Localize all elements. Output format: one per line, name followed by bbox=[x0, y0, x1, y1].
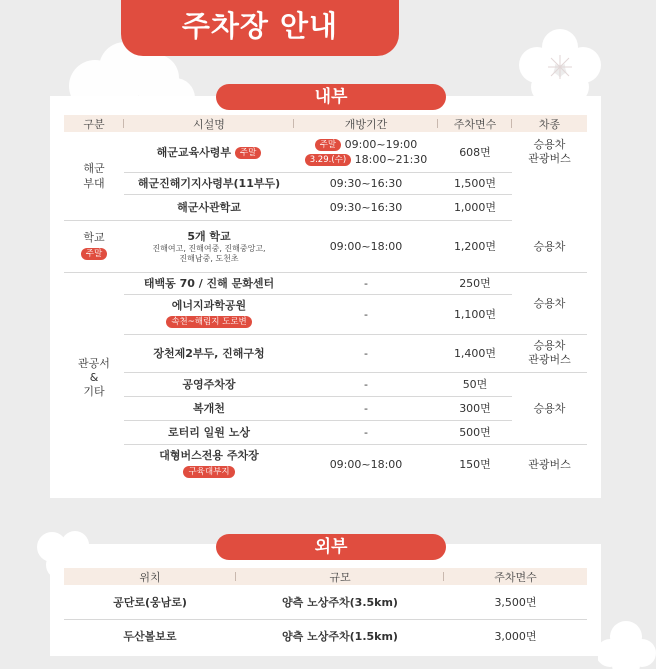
header-location: 위치 bbox=[64, 568, 236, 585]
space-count: 1,200면 bbox=[438, 220, 512, 272]
blossom-decoration-top-right bbox=[515, 25, 605, 105]
vehicle-type: 승용차 관광버스 bbox=[512, 334, 587, 372]
location-tag: 구육대부지 bbox=[183, 466, 234, 478]
open-hours: - bbox=[294, 372, 438, 396]
table-row bbox=[64, 619, 587, 653]
space-count: 1,000면 bbox=[438, 194, 512, 220]
scale: 양측 노상주차(3.5km) bbox=[236, 585, 444, 619]
group-navy: 해군 부대 bbox=[64, 132, 124, 220]
table-row bbox=[64, 334, 587, 372]
date-tag: 3.29.(수) bbox=[305, 154, 351, 166]
space-count: 1,500면 bbox=[438, 172, 512, 194]
vehicle-type: 승용차 bbox=[512, 272, 587, 334]
space-count: 1,400면 bbox=[438, 334, 512, 372]
space-count: 3,000면 bbox=[494, 630, 537, 644]
vehicle-type: 승용차 관광버스 bbox=[528, 138, 571, 165]
header-vehicle: 차종 bbox=[512, 115, 587, 132]
table-header-row bbox=[64, 568, 587, 585]
open-hours: - bbox=[294, 334, 438, 372]
facility-name: 로터리 일원 노상 bbox=[124, 420, 294, 444]
blossom-decoration-bottom-right bbox=[598, 615, 656, 669]
school-list: 진해여고, 진해여중, 진해중앙고, 진해남중, 도천초 bbox=[152, 244, 266, 263]
table-row bbox=[64, 132, 587, 172]
facility-name: 공영주차장 bbox=[124, 372, 294, 396]
table-row bbox=[64, 372, 587, 396]
table-row bbox=[64, 220, 587, 272]
scale: 양측 노상주차(1.5km) bbox=[282, 630, 398, 644]
open-hours: 09:30~16:30 bbox=[294, 194, 438, 220]
facility-name: 에너지과학공원 속천~해림지 도로변 bbox=[124, 294, 294, 334]
open-hours: 09:00~18:00 bbox=[329, 457, 403, 471]
space-count: 50면 bbox=[438, 372, 512, 396]
open-hours: - bbox=[294, 294, 438, 334]
open-hours: 주말 09:00~19:00 3.29.(수) 18:00~21:30 bbox=[294, 132, 438, 172]
header-category: 구분 bbox=[64, 115, 124, 132]
space-count: 500면 bbox=[438, 420, 512, 444]
facility-name: 대형버스전용 주차장 구육대부지 bbox=[159, 449, 259, 478]
location: 공단로(웅남로) bbox=[64, 585, 236, 619]
open-hours: 09:30~16:30 bbox=[294, 172, 438, 194]
header-hours: 개방기간 bbox=[294, 115, 438, 132]
facility-name: 해군교육사령부 주말 bbox=[124, 132, 294, 172]
space-count: 1,100면 bbox=[438, 294, 512, 334]
open-hours: - bbox=[294, 396, 438, 420]
space-count: 3,500면 bbox=[444, 585, 587, 619]
facility-name: 5개 학교 진해여고, 진해여중, 진해중앙고, 진해남중, 도천초 bbox=[124, 220, 294, 272]
table-row bbox=[64, 172, 587, 194]
outer-parking-table bbox=[64, 568, 587, 653]
open-hours: - bbox=[294, 272, 438, 294]
outer-section-label: 외부 bbox=[216, 534, 446, 560]
weekend-tag: 주말 bbox=[315, 139, 341, 151]
header-spaces: 주차면수 bbox=[444, 568, 587, 585]
table-row bbox=[64, 396, 587, 420]
facility-name: 해군사관학교 bbox=[124, 194, 294, 220]
weekend-tag: 주말 bbox=[235, 147, 261, 159]
facility-name: 해군진해기지사령부(11부두) bbox=[124, 172, 294, 194]
inner-parking-card bbox=[50, 87, 601, 498]
vehicle-type: 관광버스 bbox=[528, 458, 571, 472]
outer-parking-card bbox=[50, 537, 601, 656]
header-scale: 규모 bbox=[236, 568, 444, 585]
page-title: 주차장 안내 bbox=[121, 0, 399, 56]
inner-parking-table bbox=[64, 115, 587, 484]
space-count: 150면 bbox=[459, 458, 491, 472]
group-school: 학교 주말 bbox=[64, 220, 124, 272]
table-row bbox=[64, 294, 587, 334]
location: 두산볼보로 bbox=[123, 630, 177, 644]
weekend-tag: 주말 bbox=[81, 248, 107, 260]
table-row bbox=[64, 194, 587, 220]
facility-name: 태백동 70 / 진해 문화센터 bbox=[124, 272, 294, 294]
inner-section-label: 내부 bbox=[216, 84, 446, 110]
vehicle-type: 승용차 bbox=[512, 220, 587, 272]
group-public: 관공서 & 기타 bbox=[78, 357, 110, 399]
open-hours: 09:00~18:00 bbox=[294, 220, 438, 272]
location-tag: 속천~해림지 도로변 bbox=[166, 316, 252, 328]
open-hours: - bbox=[294, 420, 438, 444]
header-facility: 시설명 bbox=[124, 115, 294, 132]
table-row bbox=[64, 585, 587, 619]
header-spaces: 주차면수 bbox=[438, 115, 512, 132]
table-row bbox=[64, 444, 587, 484]
table-row bbox=[64, 272, 587, 294]
space-count: 608면 bbox=[438, 132, 512, 172]
space-count: 300면 bbox=[438, 396, 512, 420]
facility-name: 복개천 bbox=[124, 396, 294, 420]
facility-name: 장천제2부두, 진해구청 bbox=[124, 334, 294, 372]
table-row bbox=[64, 420, 587, 444]
space-count: 250면 bbox=[438, 272, 512, 294]
table-header-row bbox=[64, 115, 587, 132]
vehicle-type: 승용차 bbox=[512, 372, 587, 444]
